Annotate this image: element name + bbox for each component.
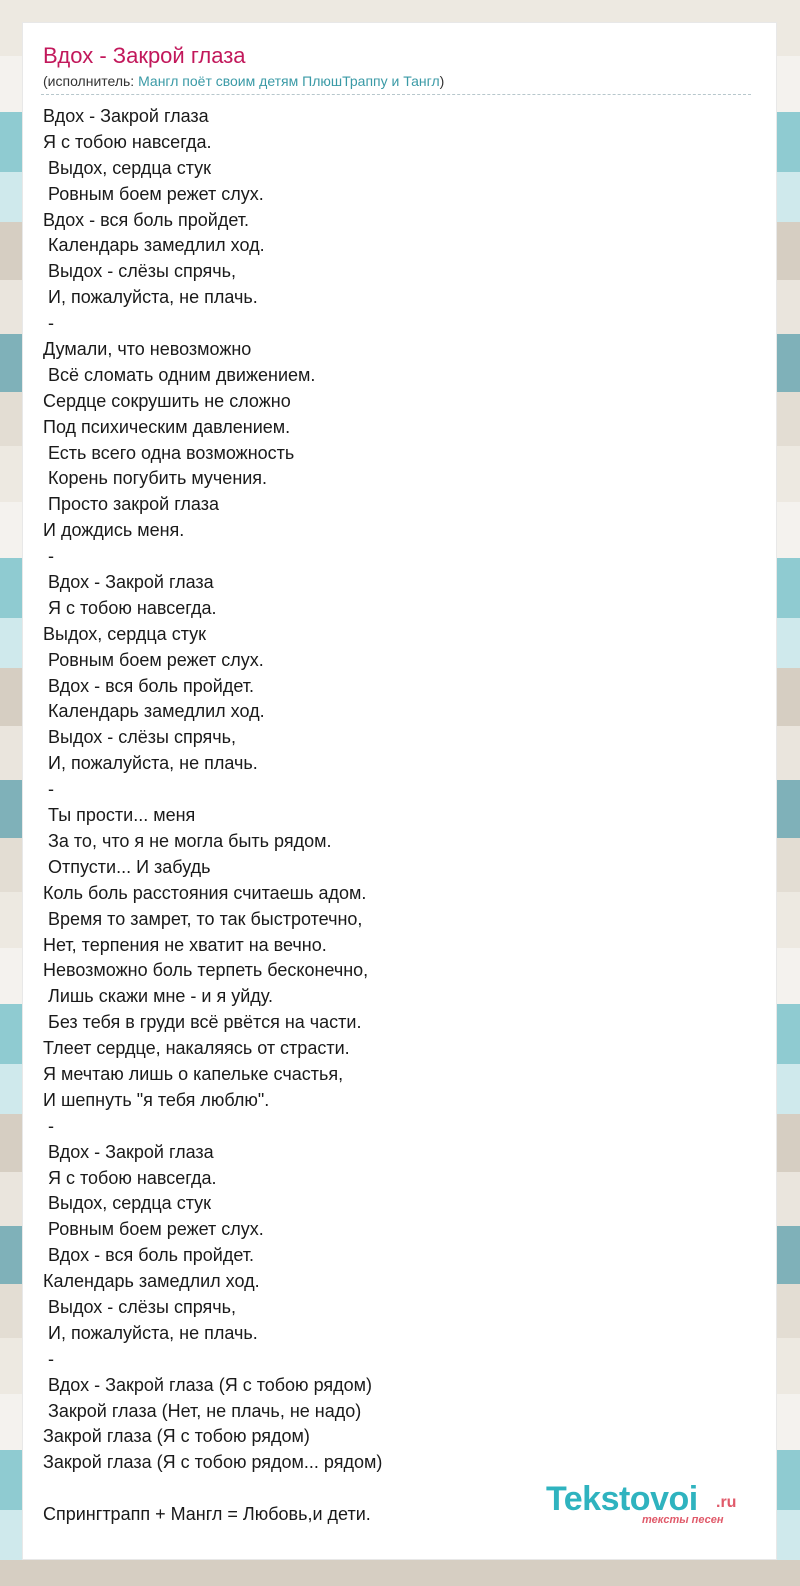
lyric-line: Корень погубить мучения.: [43, 468, 268, 489]
lyrics-card: [22, 22, 777, 1560]
lyric-line: Закрой глаза (Я с тобою рядом): [43, 1426, 310, 1447]
lyric-line: Коль боль расстояния считаешь адом.: [43, 882, 367, 903]
lyric-line: Время то замрет, то так быстротечно,: [43, 908, 363, 929]
lyric-line: Я с тобою навсегда.: [43, 597, 217, 618]
artist-line: [43, 73, 444, 89]
lyric-line: Я с тобою навсегда.: [43, 131, 212, 152]
logo-tld: .ru: [716, 1494, 737, 1511]
lyric-line: Вдох - Закрой глаза (Я с тобою рядом): [43, 1374, 373, 1395]
lyric-line: Вдох - Закрой глаза: [43, 1141, 214, 1162]
lyric-line: Вдох - вся боль пройдет.: [43, 675, 255, 696]
lyric-line: Выдох - слёзы спрячь,: [43, 1296, 237, 1317]
lyric-line: -: [43, 1348, 54, 1369]
lyric-line: Ровным боем режет слух.: [43, 1219, 264, 1240]
lyric-line: Вдох - Закрой глаза: [43, 572, 214, 593]
lyric-line: И, пожалуйста, не плачь.: [43, 287, 258, 308]
site-logo[interactable]: [546, 1480, 756, 1530]
lyric-line: Вдох - вся боль пройдет.: [43, 209, 250, 230]
lyric-line: Ты прости... меня: [43, 805, 196, 826]
lyric-line: Просто закрой глаза: [43, 494, 219, 515]
lyric-line: Спрингтрапп + Мангл = Любовь,и дети.: [43, 1504, 371, 1525]
lyric-line: -: [43, 1115, 54, 1136]
lyric-line: Выдох - слёзы спрячь,: [43, 727, 237, 748]
lyric-line: Ровным боем режет слух.: [43, 183, 264, 204]
lyric-line: Без тебя в груди всё рвётся на части.: [43, 1012, 362, 1033]
lyric-line: И, пожалуйста, не плачь.: [43, 1322, 258, 1343]
logo-brand: Tekstovoi: [546, 1480, 698, 1518]
lyric-line: Всё сломать одним движением.: [43, 364, 316, 385]
lyric-line: Календарь замедлил ход.: [43, 1271, 260, 1292]
lyric-line: Календарь замедлил ход.: [43, 701, 265, 722]
lyric-line: Я с тобою навсегда.: [43, 1167, 217, 1188]
lyric-line: Выдох, сердца стук: [43, 157, 212, 178]
lyric-line: За то, что я не могла быть рядом.: [43, 830, 332, 851]
lyric-line: Закрой глаза (Нет, не плачь, не надо): [43, 1400, 362, 1421]
lyric-line: Нет, терпения не хватит на вечно.: [43, 934, 327, 955]
lyric-line: Думали, что невозможно: [43, 339, 252, 360]
lyric-line: Я мечтаю лишь о капельке счастья,: [43, 1063, 344, 1084]
lyric-line: Закрой глаза (Я с тобою рядом... рядом): [43, 1452, 383, 1473]
lyric-line: -: [43, 546, 54, 567]
lyric-line: Ровным боем режет слух.: [43, 649, 264, 670]
lyric-line: -: [43, 779, 54, 800]
logo-tagline: тексты песен: [642, 1514, 724, 1526]
song-title: Вдох - Закрой глаза: [43, 43, 246, 68]
lyric-line: -: [43, 313, 54, 334]
lyric-line: И шепнуть "я тебя люблю".: [43, 1089, 270, 1110]
title-divider: [41, 94, 751, 95]
lyrics-text: [43, 104, 743, 1528]
lyric-line: Тлеет сердце, накаляясь от страсти.: [43, 1038, 350, 1059]
lyric-line: Вдох - вся боль пройдет.: [43, 1245, 255, 1266]
artist-suffix: ): [439, 73, 445, 89]
lyric-line: Календарь замедлил ход.: [43, 235, 265, 256]
artist-prefix: (исполнитель:: [43, 73, 139, 89]
artist-link[interactable]: Мангл поёт своим детям ПлюшТраппу и Тангл: [138, 73, 440, 89]
lyric-line: Выдох, сердца стук: [43, 623, 207, 644]
lyric-line: Выдох - слёзы спрячь,: [43, 261, 237, 282]
lyric-line: Невозможно боль терпеть бесконечно,: [43, 960, 369, 981]
lyric-line: Сердце сокрушить не сложно: [43, 390, 291, 411]
lyric-line: И, пожалуйста, не плачь.: [43, 753, 258, 774]
lyric-line: Выдох, сердца стук: [43, 1193, 212, 1214]
lyric-line: И дождись меня.: [43, 520, 185, 541]
lyric-line: Под психическим давлением.: [43, 416, 291, 437]
lyric-line: Отпусти... И забудь: [43, 856, 211, 877]
lyric-line: Лишь скажи мне - и я уйду.: [43, 986, 273, 1007]
lyric-line: Есть всего одна возможность: [43, 442, 295, 463]
lyric-line: Вдох - Закрой глаза: [43, 106, 209, 126]
